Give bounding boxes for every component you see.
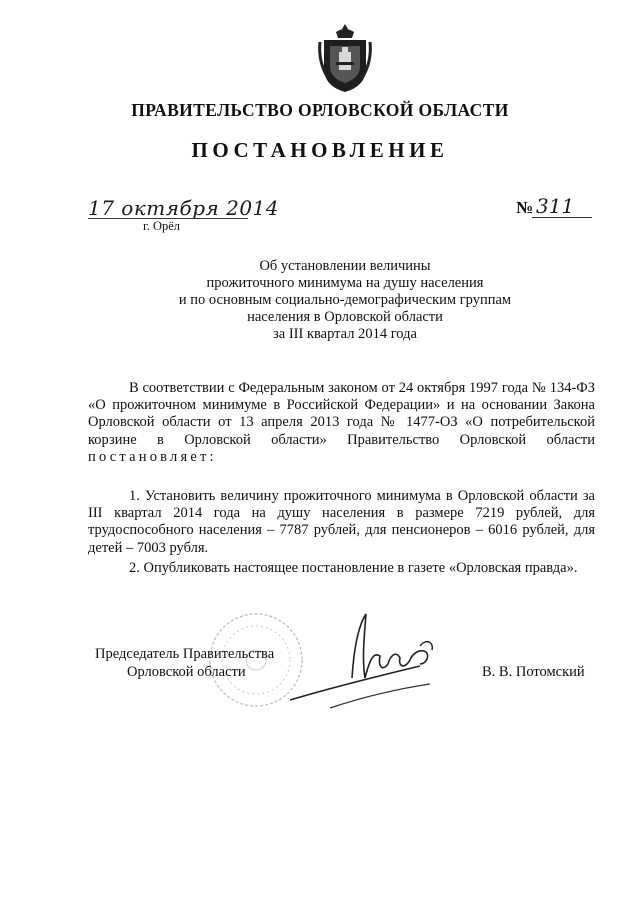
signatory-position-line2: Орловской области	[127, 664, 246, 680]
signatory-position-line1: Председатель Правительства	[95, 646, 275, 662]
item-1-text: 1. Установить величину прожиточного минимума в Орловской области за III квартал 2014 года на душу населения в размере 7219 рублей, для трудоспособного населения – 7787 рублей, для пенсионеров – 6016 рублей, для детей – 7003 рубля.	[88, 488, 595, 556]
handwritten-date: 17 октября 2014	[88, 196, 280, 220]
title-line: за III квартал 2014 года	[273, 326, 417, 342]
handwritten-number: 311	[536, 194, 575, 218]
document-type-heading: ПОСТАНОВЛЕНИЕ	[191, 138, 449, 162]
signer-name: В. В. Потомский	[482, 664, 585, 680]
item-1-paragraph	[88, 488, 595, 557]
number-underline	[532, 217, 592, 218]
title-line: и по основным социально-демографическим группам	[178, 292, 512, 308]
title-line: населения в Орловской области	[247, 309, 443, 325]
item-2-paragraph	[88, 560, 595, 577]
title-line: Об установлении величины	[259, 258, 431, 274]
preamble-text: В соответствии с Федеральным законом от 24 октября 1997 года № 134-ФЗ «О прожиточном минимуме в Российской Федерации» и на основании Закона Орловской области от 13 апреля 2013 года № 1477-ОЗ «О потребительской корзине в Орловской области» Правительство Орловской области	[88, 380, 595, 448]
preamble-paragraph	[88, 380, 595, 466]
coat-of-arms-emblem	[318, 22, 372, 94]
item-2-text: 2. Опубликовать настоящее постановление в газете «Орловская правда».	[129, 560, 578, 576]
title-line: прожиточного минимума на душу населения	[206, 275, 484, 291]
resolves-word: постановляет:	[88, 448, 217, 465]
government-heading: ПРАВИТЕЛЬСТВО ОРЛОВСКОЙ ОБЛАСТИ	[131, 100, 509, 120]
city-label: г. Орёл	[143, 219, 181, 233]
handwritten-signature	[270, 608, 450, 718]
document-title	[120, 258, 570, 343]
number-label: №	[516, 198, 534, 217]
